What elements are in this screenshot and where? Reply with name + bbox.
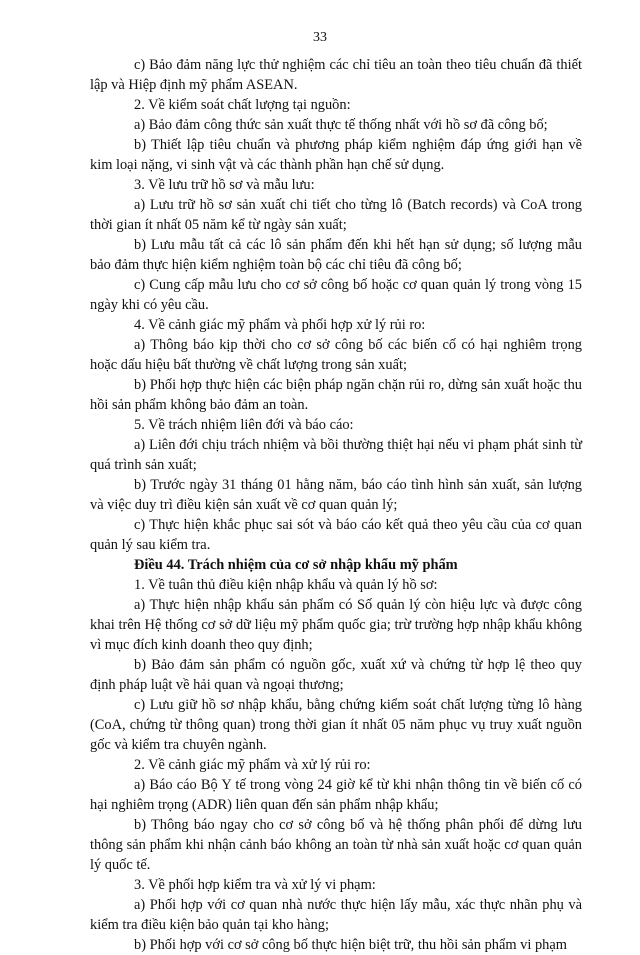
paragraph: a) Phối hợp với cơ quan nhà nước thực hiện lấy mẫu, xác thực nhãn phụ và kiểm tra điều kiện bảo quản tại kho hàng; [90,897,582,933]
section-heading: 5. Về trách nhiệm liên đới và báo cáo: [134,417,354,433]
section-heading: 3. Về lưu trữ hồ sơ và mẫu lưu: [134,177,315,193]
paragraph: b) Thiết lập tiêu chuẩn và phương pháp kiểm nghiệm đáp ứng giới hạn về kim loại nặng, vi sinh vật và các thành phần hạn chế sử dụng. [90,137,582,173]
section-heading: 2. Về cảnh giác mỹ phẩm và xử lý rủi ro: [134,757,371,773]
article-heading: Điều 44. Trách nhiệm của cơ sở nhập khẩu mỹ phẩm [134,557,458,573]
page-number: 33 [313,30,327,45]
paragraph: a) Lưu trữ hồ sơ sản xuất chi tiết cho từng lô (Batch records) và CoA trong thời gian ít nhất 05 năm kể từ ngày sản xuất; [90,197,582,233]
paragraph: c) Bảo đảm năng lực thử nghiệm các chỉ tiêu an toàn theo tiêu chuẩn đã thiết lập và Hiệp định mỹ phẩm ASEAN. [90,57,582,93]
paragraph: a) Thông báo kịp thời cho cơ sở công bố các biến cố có hại nghiêm trọng hoặc dấu hiệu bất thường về chất lượng trong sản xuất; [90,337,582,373]
paragraph: b) Phối hợp thực hiện các biện pháp ngăn chặn rủi ro, dừng sản xuất hoặc thu hồi sản phẩm không bảo đảm an toàn. [90,377,582,413]
paragraph: c) Cung cấp mẫu lưu cho cơ sở công bố hoặc cơ quan quản lý trong vòng 15 ngày khi có yêu cầu. [90,277,582,313]
paragraph: a) Bảo đảm công thức sản xuất thực tế thống nhất với hồ sơ đã công bố; [134,117,548,133]
paragraph: c) Thực hiện khắc phục sai sót và báo cáo kết quả theo yêu cầu của cơ quan quản lý sau kiểm tra. [90,517,582,553]
paragraph: b) Bảo đảm sản phẩm có nguồn gốc, xuất xứ và chứng từ hợp lệ theo quy định pháp luật về hải quan và ngoại thương; [90,657,582,693]
section-heading: 3. Về phối hợp kiểm tra và xử lý vi phạm: [134,877,376,893]
paragraph: b) Phối hợp với cơ sở công bố thực hiện biệt trữ, thu hồi sản phẩm vi phạm [134,937,567,953]
section-heading: 4. Về cảnh giác mỹ phẩm và phối hợp xử lý rủi ro: [134,317,426,333]
paragraph: b) Trước ngày 31 tháng 01 hằng năm, báo cáo tình hình sản xuất, sản lượng và việc duy trì điều kiện sản xuất về cơ quan quản lý; [90,477,582,513]
document-body [90,55,582,955]
paragraph: b) Thông báo ngay cho cơ sở công bố và hệ thống phân phối để dừng lưu thông sản phẩm khi nhận cảnh báo không an toàn từ nhà sản xuất hoặc cơ quan quản lý quốc tế. [90,817,582,873]
paragraph: a) Liên đới chịu trách nhiệm và bồi thường thiệt hại nếu vi phạm phát sinh từ quá trình sản xuất; [90,437,582,473]
section-heading: 1. Về tuân thủ điều kiện nhập khẩu và quản lý hồ sơ: [134,577,438,593]
paragraph: a) Thực hiện nhập khẩu sản phẩm có Số quản lý còn hiệu lực và được công khai trên Hệ thống cơ sở dữ liệu mỹ phẩm quốc gia; trừ trường hợp nhập khẩu không vì mục đích kinh doanh theo quy định; [90,597,582,653]
paragraph: a) Báo cáo Bộ Y tế trong vòng 24 giờ kể từ khi nhận thông tin về biến cố có hại nghiêm trọng (ADR) liên quan đến sản phẩm nhập khẩu; [90,777,582,813]
section-heading: 2. Về kiểm soát chất lượng tại nguồn: [134,97,351,113]
paragraph: b) Lưu mẫu tất cả các lô sản phẩm đến khi hết hạn sử dụng; số lượng mẫu bảo đảm thực hiện kiểm nghiệm toàn bộ các chỉ tiêu đã công bố; [90,237,582,273]
paragraph: c) Lưu giữ hồ sơ nhập khẩu, bằng chứng kiểm soát chất lượng từng lô hàng (CoA, chứng từ thông quan) trong thời gian ít nhất 05 năm phục vụ truy xuất nguồn gốc và kiểm tra chuyên ngành. [90,697,582,753]
